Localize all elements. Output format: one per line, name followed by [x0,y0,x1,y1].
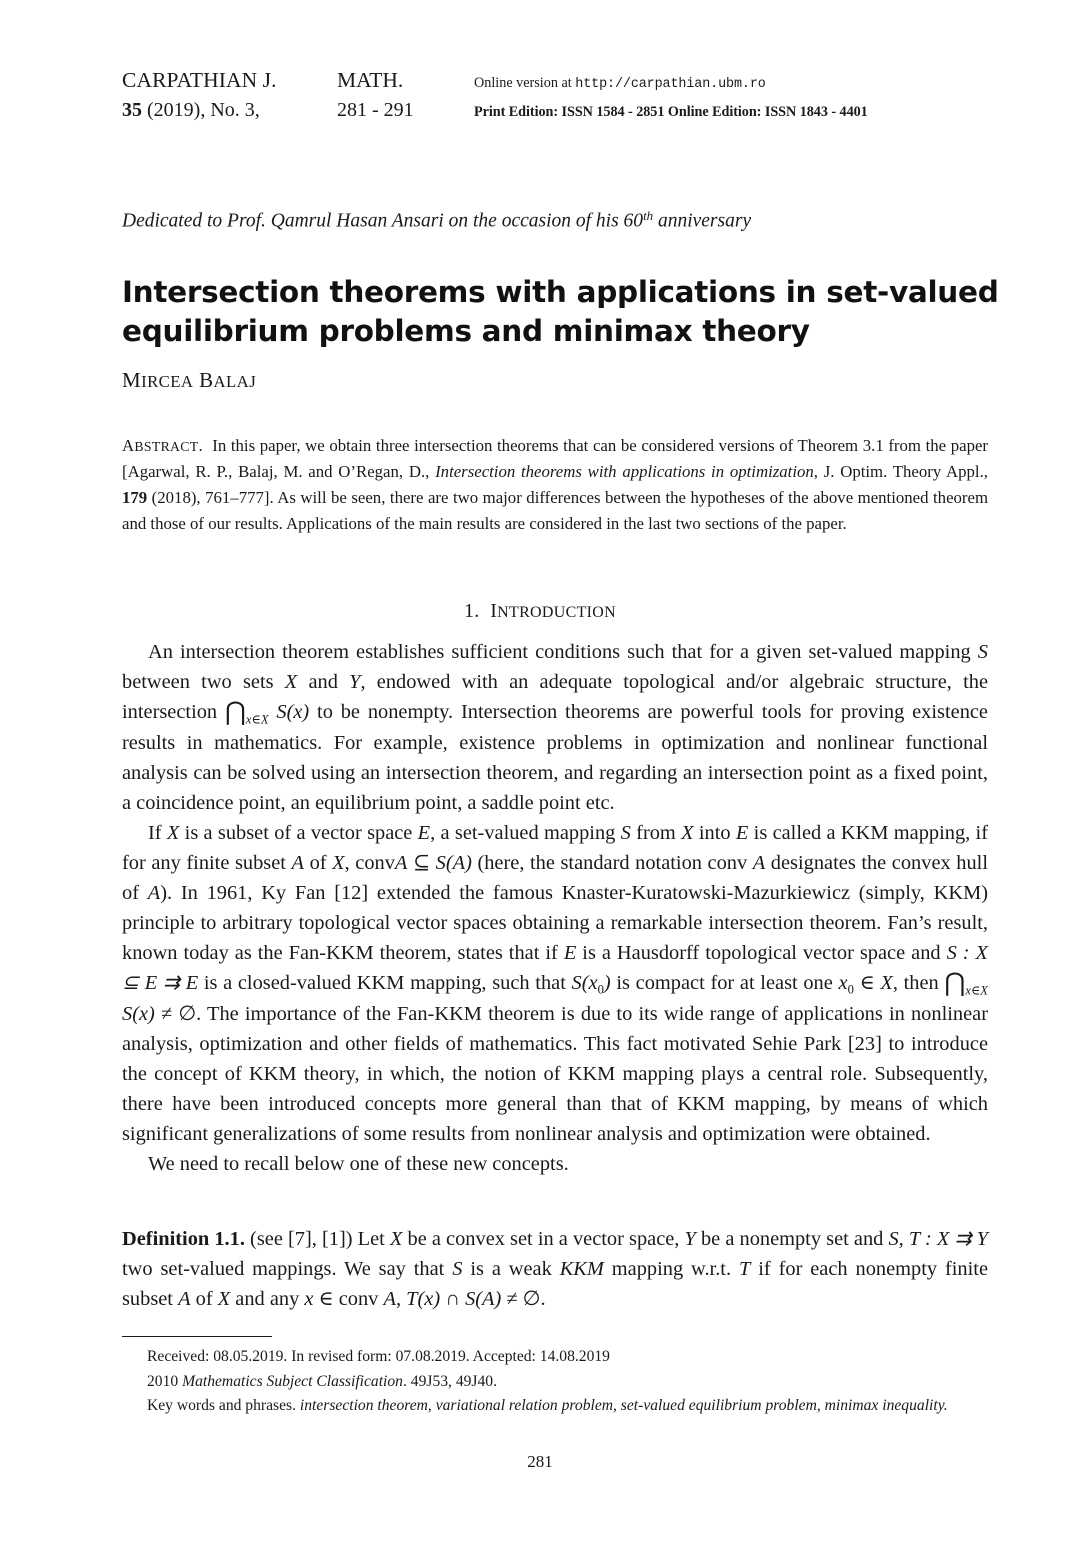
p2-mapping-notation: S : X ⊆ E ⇉ E [122,941,989,994]
section-heading-introduction [0,600,1080,623]
abstract-text-2: , J. Optim. Theory Appl., [813,462,988,482]
author-first-initial: M [122,368,142,392]
p1-seg-e: to be nonempty. Intersection theorems are powerful tools for proving existence results in mathematics. For example, existence problems in optimization and nonlinear functional analysis can be solved using an intersection theorem, and regarding an intersection point as a fixed point, a coincidence point, an equilibrium point, a saddle point etc. [122,700,988,814]
p2-var-S1: S [620,821,631,844]
abstract-label [122,436,203,455]
p2-var-A1: A [291,851,304,874]
dedication-ordinal: th [643,209,654,223]
online-version-prefix: Online version at [474,75,576,91]
dedication-text-after: anniversary [653,210,752,232]
def-seg-e: is a weak [462,1257,560,1280]
page-title: Intersection theorems with applications in set-valued equilibrium problems and minimax theory [122,274,999,348]
dedication-text-before: Dedicated to Prof. Qamrul Hasan Ansari on the occasion of his 60 [122,210,644,232]
p2-var-E3: E [563,941,577,964]
msc-label: Mathematics Subject Classification [182,1372,403,1390]
author-first-rest: IRCEA [141,372,194,391]
keywords-label: Key words and phrases. [147,1397,296,1415]
p2-seg-j: designates the convex hull of [122,851,988,904]
footnote-keywords [122,1394,988,1419]
p1-intersection-subscript: x∈X [245,712,269,727]
p2-seg-a: If [148,821,167,844]
p2-var-X2: X [681,821,694,844]
def-var-x1: x [304,1287,314,1310]
dedication [122,209,988,233]
p2-var-X4: X [880,971,893,994]
author-name [122,368,256,393]
abstract-volume: 179 [122,488,148,508]
paragraph-1 [122,638,988,819]
p2-seg-p: , then [892,971,945,994]
body-text [122,638,988,1180]
p2-subscript-zero: 0 [597,982,604,997]
def-cap-operator: ∩ [440,1287,466,1310]
p2-seg-l: is a Hausdorff topological vector space and [576,941,947,964]
volume-issue [122,99,337,122]
def-end: . [540,1287,546,1310]
p1-seg-b: between two sets [122,670,285,693]
p2-seg-k: ). In 1961, Ky Fan [12] extended the famous Knaster-Kuratowski-Mazurkiewicz (simply, KKM) principle to arbitrary topological vector spaces obtaining a remarkable intersection theorem. Fan’s result, known today as the Fan-KKM theorem, states that if [122,881,988,964]
p2-var-E1: E [417,821,431,844]
paragraph-2 [122,819,988,1150]
p2-seg-m: is a closed-valued KKM mapping, such that [198,971,572,994]
journal-name: CARPATHIAN J. [122,68,277,92]
p2-var-A4: A [147,881,161,904]
journal-url[interactable]: http://carpathian.ubm.ro [575,77,766,92]
journal-subject: MATH. [337,68,404,92]
def-seg-h: of [190,1287,218,1310]
volume-number: 35 [122,99,142,121]
def-kkm-italic: KKM [559,1257,604,1280]
p1-seg-c: and [297,670,350,693]
p2-seg-f: is called a KKM mapping, if for any finite subset [122,821,988,874]
p2-seg-d: from [630,821,682,844]
p1-seg-d: , endowed with an adequate topological and/or algebraic structure, the intersection [122,670,988,723]
p1-seg-a: An intersection theorem establishes sufficient conditions such that for a given set-valued mapping [148,641,978,663]
footnote-dates: Received: 08.05.2019. In revised form: 07.08.2019. Accepted: 14.08.2019 [147,1348,610,1365]
p2-seg-i: (here, the standard notation conv [471,851,753,874]
def-seg-a: (see [7], [1]) Let [244,1228,390,1250]
def-var-T1: T [738,1257,751,1280]
p1-expr-Sx: S(x) [276,700,310,723]
intersection-operator-icon-2: ⋂ [944,967,966,997]
p2-var-A3: A [752,851,766,874]
p2-seg-g: of [304,851,333,874]
abstract [122,433,988,537]
p1-var-S: S [977,641,988,663]
page-range: 281 - 291 [337,99,414,121]
footnote-rule [122,1336,272,1337]
def-seg-k: , [395,1287,407,1310]
section-number: 1. [463,600,480,622]
p2-expr-Sx: S(x) [122,1002,155,1025]
online-version-line [462,75,988,92]
definition-label: Definition 1.1. [122,1228,245,1250]
definition-1-1 [122,1225,988,1315]
keywords-list: intersection theorem, variational relation problem, set-valued equilibrium problem, minimax inequality. [295,1397,948,1415]
p2-var-X1: X [166,821,180,844]
def-mapping-notation: S, T : X ⇉ Y [888,1228,988,1250]
p2-var-A2: A [394,851,408,874]
p2-expr-Sx0-close: ) [603,971,611,994]
def-var-S1: S [452,1257,463,1280]
p2-seg-h: , conv [344,851,395,874]
p2-var-E2: E [735,821,749,844]
author-last-initial: B [199,368,214,392]
issn-line: Print Edition: ISSN 1584 - 2851 Online Edition: ISSN 1843 - 4401 [474,104,868,120]
footnote-block [122,1345,988,1419]
abstract-label-initial: A [122,436,135,455]
def-seg-g: if for each nonempty finite subset [122,1257,988,1310]
def-expr-SA: S(A) [465,1287,502,1310]
def-var-X1: X [389,1228,403,1250]
volume-rest: (2019), No. 3, [142,99,260,121]
abstract-cited-title: Intersection theorems with applications in optimization [435,462,814,482]
def-var-A2: A [383,1287,396,1310]
p2-seg-e: into [693,821,736,844]
intersection-operator-icon: ⋂ [224,696,246,726]
def-nonempty: ≠ ∅ [501,1287,541,1310]
p2-seg-n: is compact for at least one [610,971,839,994]
def-conv: ∈ conv [313,1287,384,1310]
def-var-A1: A [178,1287,191,1310]
p2-seg-q: . The importance of the Fan-KKM theorem is due to its wide range of applications in nonlinear analysis, optimization and other fields of mathematics. This fact motivated Sehie Park [23] to introduce the concept of KKM theory, in which, the notion of KKM mapping plays a central role. Subsequently, there have been introduced concepts more general than that of KKM mapping, by means of which significant generalizations of some results from nonlinear analysis and optimization were obtained. [122,1002,988,1145]
msc-year: 2010 [147,1372,183,1390]
p2-subscript-zero-b: 0 [847,982,854,997]
author-last-rest: ALAJ [213,372,257,391]
p1-var-X: X [284,670,298,693]
journal-masthead [122,68,988,122]
p1-var-Y: Y [349,670,361,693]
def-expr-Tx: T(x) [406,1287,441,1310]
abstract-label-dot: . [198,436,203,455]
def-seg-i: and any [230,1287,305,1310]
abstract-text-1: In this paper, we obtain three intersection theorems that can be considered versions of Theorem 3.1 from the paper [Agarwal, R. P., Balaj, M. and O’Regan, D., [122,436,988,482]
def-var-X2: X [217,1287,231,1310]
page-number: 281 [527,1452,553,1471]
paragraph-3 [122,1150,988,1180]
p2-var-x0: x [838,971,848,994]
p2-elem-of: ∈ [853,971,881,994]
def-seg-c: be a nonempty set and [695,1228,889,1250]
footnote-msc [122,1370,988,1395]
p2-expr-Sx0: S(x [571,971,598,994]
p2-var-X3: X [332,851,345,874]
p2-intersection-subscript: x∈X [965,983,989,998]
abstract-label-rest: BSTRACT [134,439,199,454]
def-seg-d: two set-valued mappings. We say that [122,1257,453,1280]
p2-seg-c: , a set-valued mapping [430,821,621,844]
def-var-Y1: Y [684,1228,696,1250]
p2-subseteq: ⊆ [407,851,436,874]
def-seg-f: mapping w.r.t. [603,1257,739,1280]
def-seg-b: be a convex set in a vector space, [402,1228,685,1250]
p2-nonempty: ≠ ∅ [154,1002,197,1025]
p2-expr-SA: S(A) [435,851,472,874]
abstract-text-3: (2018), 761–777]. As will be seen, there are two major differences between the hypotheses of the above mentioned theorem and those of our results. Applications of the main results are considered in the last two sections of the paper. [122,488,988,534]
section-title-rest: NTRODUCTION [497,604,617,621]
msc-codes: . 49J53, 49J40. [402,1372,497,1390]
section-title-initial: I [490,600,498,622]
p3-text: We need to recall below one of these new concepts. [148,1152,569,1175]
p2-seg-b: is a subset of a vector space [179,821,418,844]
